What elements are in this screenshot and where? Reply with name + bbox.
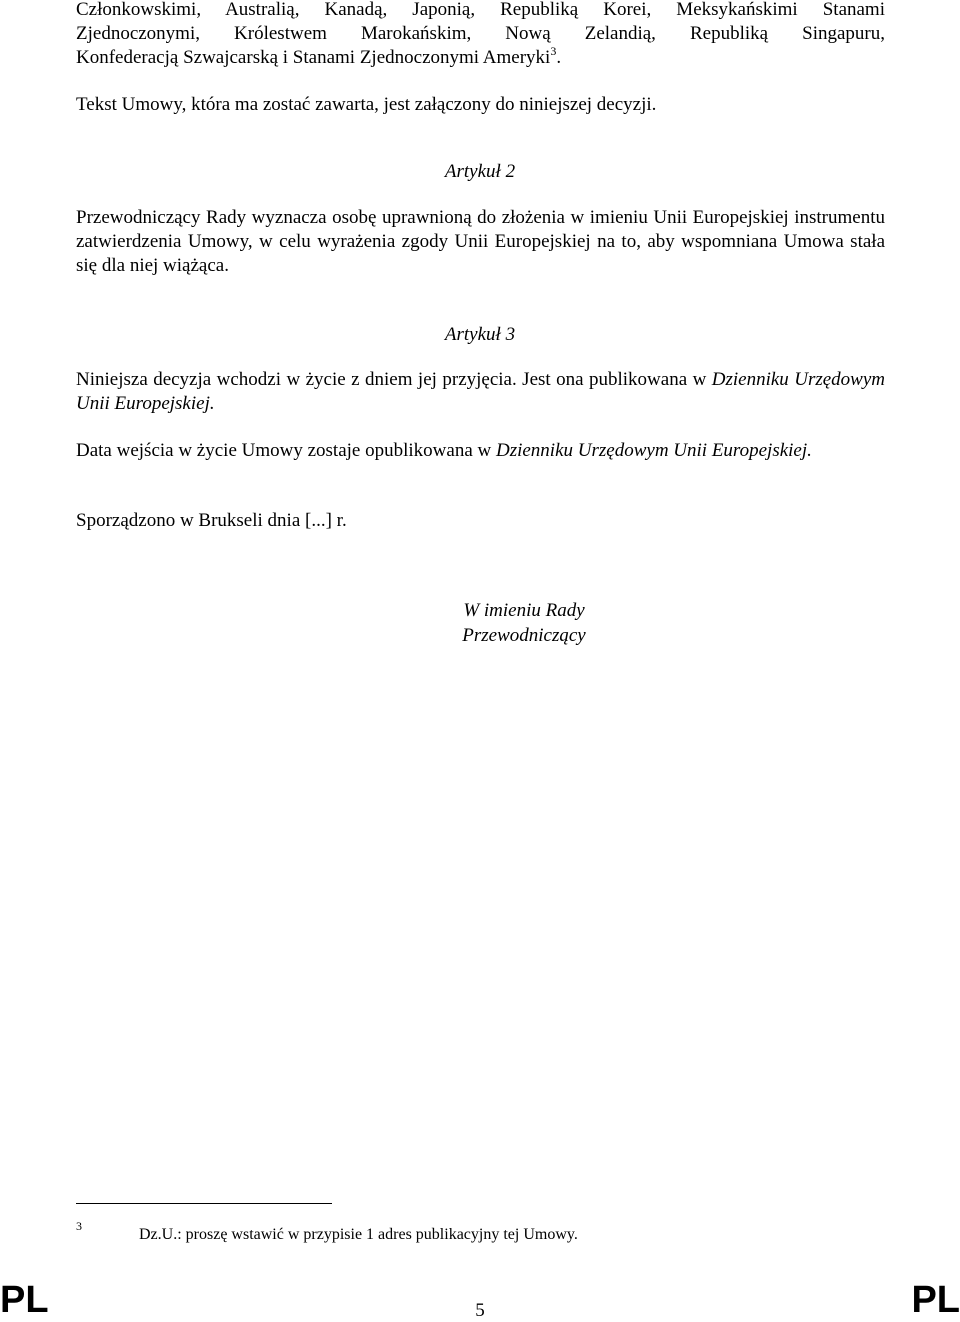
footnote-number: 3 bbox=[76, 1219, 82, 1233]
official-journal-reference-1: Dzienniku Urzędowym Unii Europejskiej. bbox=[76, 369, 885, 414]
official-journal-reference-2: Dzienniku Urzędowym Unii Europejskiej. bbox=[495, 440, 812, 461]
done-at-line: Sporządzono w Brukseli dnia [...] r. bbox=[76, 510, 347, 531]
article-3-heading: Artykuł 3 bbox=[444, 324, 516, 345]
article-3-paragraph-2 bbox=[76, 439, 885, 463]
footnote-reference: 3 bbox=[550, 43, 557, 58]
intro-line-3 bbox=[76, 43, 885, 70]
attached-text-paragraph: Tekst Umowy, która ma zostać zawarta, jest załączony do niniejszej decyzji. bbox=[76, 94, 657, 115]
intro-line-2: Zjednoczonymi, Królestwem Marokańskim, Nową Zelandią, Republiką Singapuru, bbox=[76, 23, 885, 44]
article-3-p1-text: Niniejsza decyzja wchodzi w życie z dniem jej przyjęcia. Jest ona publikowana w bbox=[76, 369, 712, 390]
language-code-left: PL bbox=[0, 1279, 49, 1321]
article-2-heading: Artykuł 2 bbox=[444, 161, 516, 182]
article-3-p2-text: Data wejścia w życie Umowy zostaje opublikowana w bbox=[76, 440, 496, 461]
footnote-text: Dz.U.: proszę wstawić w przypisie 1 adres publikacyjny tej Umowy. bbox=[139, 1226, 578, 1243]
page-number: 5 bbox=[475, 1300, 485, 1321]
article-3-paragraph-1 bbox=[76, 368, 885, 416]
footnote-separator bbox=[76, 1203, 332, 1204]
intro-line-1: Członkowskimi, Australią, Kanadą, Japonią, Republiką Korei, Meksykańskimi Stanami bbox=[76, 0, 885, 20]
signature-block bbox=[0, 598, 960, 648]
intro-paragraph bbox=[76, 0, 885, 70]
language-code-right: PL bbox=[911, 1279, 960, 1321]
intro-line-3-text: Konfederacją Szwajcarską i Stanami Zjednoczonymi Ameryki bbox=[76, 47, 551, 68]
article-2-text: Przewodniczący Rady wyznacza osobę uprawnioną do złożenia w imieniu Unii Europejskiej instrumentu zatwierdzenia Umowy, w celu wyrażenia zgody Unii Europejskiej na to, aby wspomniana Umowa stała się dla niej wiążąca. bbox=[76, 207, 885, 276]
signature-line-1: W imieniu Rady bbox=[463, 600, 585, 621]
signature-line-2: Przewodniczący bbox=[462, 625, 586, 646]
intro-line-3-end: . bbox=[556, 47, 562, 68]
